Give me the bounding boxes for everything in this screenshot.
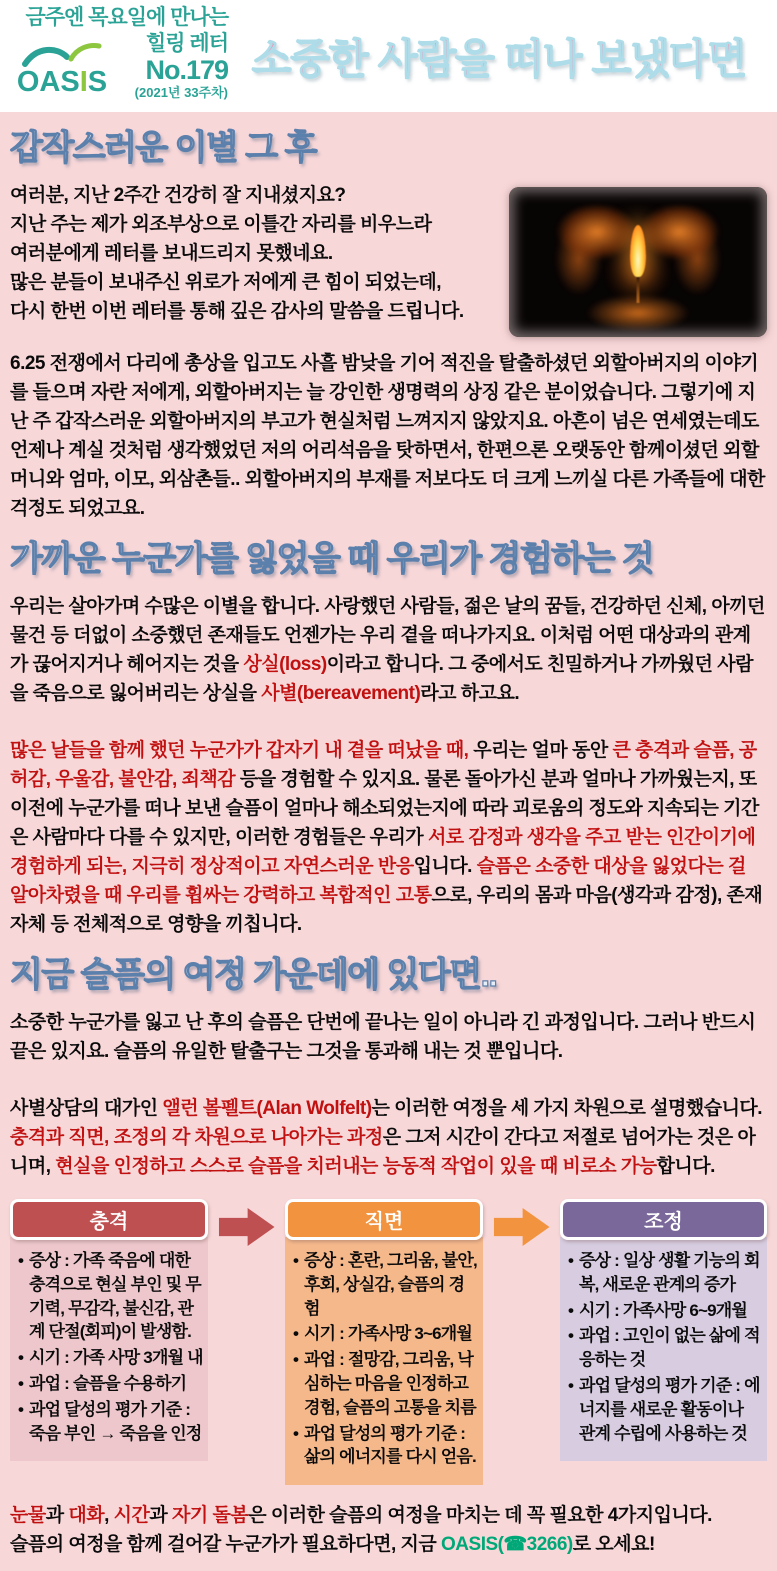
content-area — [0, 112, 777, 1571]
section2-heading: 가까운 누군가를 잃었을 때 우리가 경험하는 것 — [10, 540, 654, 578]
para-intro: 여러분, 지난 2주간 건강히 잘 지내셨지요? 지난 주는 제가 외조부상으로 이틀간 자리를 비우느라 여러분에게 레터를 보내드리지 못했네요. 많은 분들이 보내주신 위로가 저에게 큰 힘이 되었는데, 다시 한번 이번 레터를 통해 깊은 감사의 말씀을 드립니다. — [10, 185, 464, 322]
stage-bullet: • 과업 : 절망감, 그리움, 낙심하는 마음을 인정하고 경험, 슬픔의 고통을 치름 — [293, 1348, 478, 1419]
stage-bullet: • 시기 : 가족사망 3~6개월 — [293, 1322, 478, 1346]
stage-bullet: • 과업 달성의 평가 기준 : 죽음 부인 → 죽음을 인정 — [18, 1398, 203, 1446]
stage-bullet: • 과업 달성의 평가 기준 : 에너지를 새로운 활동이나 관계 수립에 사용하는 것 — [568, 1374, 762, 1445]
oasis-logo — [12, 42, 112, 99]
para-grandfather: 6.25 전쟁에서 다리에 총상을 입고도 사흘 밤낮을 기어 적진을 탈출하셨던 외할아버지의 이야기를 들으며 자란 저에게, 외할아버지는 늘 강인한 생명력의 상징 같은 분이었습니다. 그렇기에 지난 주 갑작스러운 외할아버지의 부고가 현실처럼 느껴지지 않았지요. 아흔이 넘은 연세였는데도 언제나 계실 것처럼 생각했었던 저의 어리석음을 탓하면서, 한편으론 오랫동안 함께이셨던 외할머니와 엄마, 이모, 외삼촌들.. 외할아버지의 부재를 저보다도 더 크게 느끼실 다른 가족들에 대한 걱정도 되었고요. — [10, 353, 765, 519]
stage-shock-box — [10, 1199, 208, 1461]
stage-bullet: • 시기 : 가족사망 6~9개월 — [568, 1299, 762, 1323]
stage-adjust-title: 조정 — [560, 1199, 767, 1240]
stage-adjust-box — [560, 1199, 767, 1461]
stage-bullet: • 과업 달성의 평가 기준 : 삶의 에너지를 다시 얻음. — [293, 1422, 478, 1470]
stage-bullet: • 증상 : 일상 생활 기능의 회복, 새로운 관계의 증가 — [568, 1249, 762, 1297]
stage-bullet: • 시기 : 가족 사망 3개월 내 — [18, 1346, 203, 1370]
section1-heading: 갑작스러운 이별 그 후 — [10, 129, 316, 167]
stage-bullet: • 증상 : 혼란, 그리움, 불안, 후회, 상실감, 슬픔의 경험 — [293, 1249, 478, 1320]
para-grief-reactions: 많은 날들을 함께 했던 누군가가 갑자기 내 곁을 떠났을 때, 우리는 얼마 동안 큰 충격과 슬픔, 공허감, 우울감, 불안감, 죄책감 등을 경험할 수 있지요. 물론 돌아가신 분과 얼마나 가까웠는지, 또 이전에 누군가를 떠나 보낸 슬픔이 얼마나 해소되었는지에 따라 괴로움의 정도와 지속되는 기간은 사람마다 다를 수 있지만, 이러한 경험들은 우리가 서로 감정과 생각을 주고 받는 인간이기에 경험하게 되는, 지극히 정상적이고 자연스러운 반응입니다. 슬픔은 소중한 대상을 잃었다는 걸 알아차렸을 때 우리를 휩싸는 강력하고 복합적인 고통으로, 우리의 몸과 마음(생각과 감정), 존재 자체 등 전체적으로 영향을 끼칩니다. — [10, 740, 763, 935]
stage-bullet: • 과업 : 슬픔을 수용하기 — [18, 1372, 203, 1396]
stage-shock-title: 충격 — [10, 1199, 208, 1240]
intro-row — [10, 181, 767, 337]
oasis-leaves-icon — [19, 42, 105, 68]
stage-confront-box — [285, 1199, 483, 1485]
logo-part: S — [87, 66, 108, 98]
stage-bullet: • 증상 : 가족 죽음에 대한 충격으로 현실 부인 및 무기력, 무감각, 불신감, 관계 단절(회피)이 발생함. — [18, 1249, 203, 1344]
candle-flame — [630, 225, 646, 277]
oasis-logo-text — [12, 66, 112, 99]
grief-stages-diagram — [10, 1199, 767, 1485]
closing-message — [10, 1501, 767, 1559]
issue-week: (2021년 33주차) — [134, 84, 228, 100]
stage-confront-details — [285, 1237, 483, 1485]
stage-shock-details — [10, 1237, 208, 1461]
stage-adjust-details — [560, 1237, 767, 1461]
arrow-right-icon — [219, 1208, 275, 1246]
tagline-line2: 힐링 레터 — [146, 31, 228, 55]
arrow-right-icon — [494, 1208, 550, 1246]
para-wolfelt: 사별상담의 대가인 앨런 볼펠트(Alan Wolfelt)는 이러한 여정을 세 가지 차원으로 설명했습니다. 충격과 직면, 조정의 각 차원으로 나아가는 과정은 그저 시간이 간다고 저절로 넘어가는 것은 아니며, 현실을 인정하고 스스로 슬픔을 치러내는 능동적 작업이 있을 때 비로소 가능합니다. — [10, 1098, 763, 1177]
candle-hands-photo — [509, 187, 767, 337]
issue-number: No.179 — [145, 55, 228, 86]
closing-line2: 슬픔의 여정을 함께 걸어갈 누군가가 필요하다면, 지금 OASIS(☎3266)로 오세요! — [10, 1534, 655, 1556]
header — [0, 0, 777, 112]
closing-line1: 눈물과 대화, 시간과 자기 돌봄은 이러한 슬픔의 여정을 마치는 데 꼭 필요한 4가지입니다. — [10, 1505, 712, 1527]
tagline-line1: 금주엔 목요일에 만나는 — [25, 6, 228, 29]
para-loss-definition: 우리는 살아가며 수많은 이별을 합니다. 사랑했던 사람들, 젊은 날의 꿈들, 건강하던 신체, 아끼던 물건 등 더없이 소중했던 존재들도 언젠가는 우리 곁을 떠나가지요. 이처럼 어떤 대상과의 관계가 끊어지거나 헤어지는 것을 상실(loss)이라고 합니다. 그 중에서도 친밀하거나 가까웠던 사람을 죽음으로 잃어버리는 상실을 사별(bereavement)라고 하고요. — [10, 596, 765, 704]
para-journey: 소중한 누군가를 잃고 난 후의 슬픔은 단번에 끝나는 일이 아니라 긴 과정입니다. 그러나 반드시 끝은 있지요. 슬픔의 유일한 탈출구는 그것을 통과해 내는 것 뿐입니다. — [10, 1012, 756, 1062]
logo-part-accent: I — [79, 66, 88, 98]
page-title: 소중한 사람을 떠나 보냈다면 — [251, 36, 747, 82]
stage-confront-title: 직면 — [285, 1199, 483, 1240]
section3-heading: 지금 슬픔의 여정 가운데에 있다면.. — [10, 956, 497, 994]
logo-part: OAS — [16, 66, 80, 98]
stage-bullet: • 과업 : 고인이 없는 삶에 적응하는 것 — [568, 1324, 762, 1372]
